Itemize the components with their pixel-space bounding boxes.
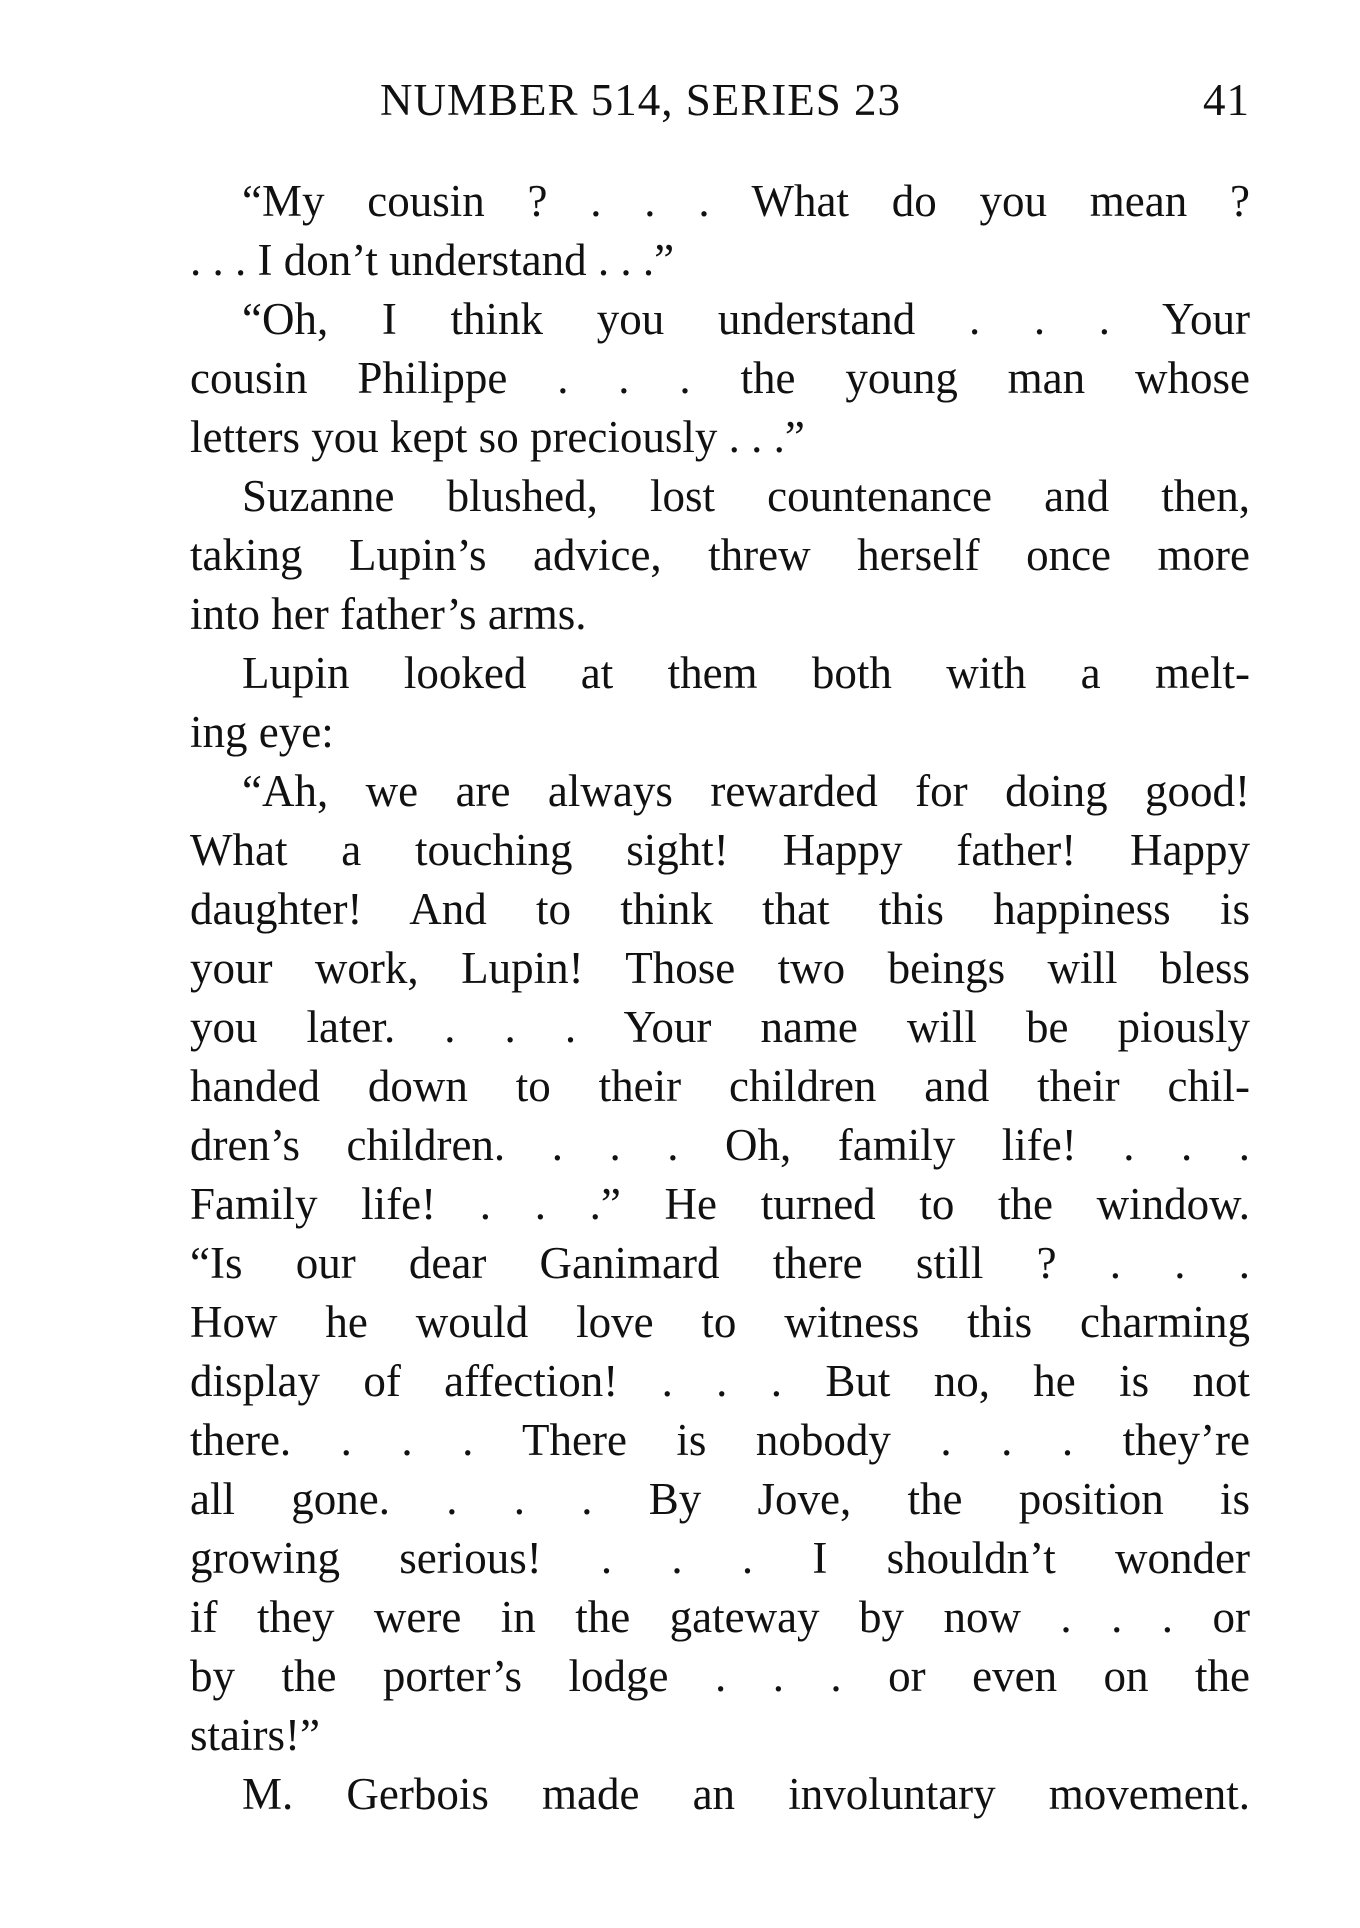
text-line: if they were in the gateway by now . . . or xyxy=(190,1592,1250,1642)
text-line: handed down to their children and their chil- xyxy=(190,1061,1250,1111)
text-line: by the porter’s lodge . . . or even on the xyxy=(190,1651,1250,1701)
text-line: display of affection! . . . But no, he is not xyxy=(190,1356,1250,1406)
text-line: Suzanne blushed, lost countenance and then, xyxy=(242,471,1250,521)
text-line: stairs!” xyxy=(190,1710,320,1760)
text-line: Lupin looked at them both with a melt- xyxy=(242,648,1250,698)
text-line: taking Lupin’s advice, threw herself once more xyxy=(190,530,1250,580)
text-line: How he would love to witness this charming xyxy=(190,1297,1250,1347)
text-line: letters you kept so preciously . . .” xyxy=(190,412,805,462)
text-line: ing eye: xyxy=(190,707,334,757)
page-number: 41 xyxy=(1203,75,1250,125)
text-line: there. . . . There is nobody . . . they’re xyxy=(190,1415,1250,1465)
text-line: all gone. . . . By Jove, the position is xyxy=(190,1474,1250,1524)
text-line: cousin Philippe . . . the young man whose xyxy=(190,353,1250,403)
text-line: What a touching sight! Happy father! Happy xyxy=(190,825,1250,875)
text-line: “Ah, we are always rewarded for doing good! xyxy=(242,766,1250,816)
body-text xyxy=(190,172,1250,1824)
text-line: daughter! And to think that this happiness is xyxy=(190,884,1250,934)
text-line: you later. . . . Your name will be piously xyxy=(190,1002,1250,1052)
text-line: “My cousin ? . . . What do you mean ? xyxy=(242,176,1250,226)
running-head-title: NUMBER 514, SERIES 23 xyxy=(380,75,902,125)
text-line: “Is our dear Ganimard there still ? . . . xyxy=(190,1238,1250,1288)
text-line: into her father’s arms. xyxy=(190,589,587,639)
text-line: . . . I don’t understand . . .” xyxy=(190,235,675,285)
text-line: your work, Lupin! Those two beings will bless xyxy=(190,943,1250,993)
text-line: “Oh, I think you understand . . . Your xyxy=(242,294,1250,344)
text-line: growing serious! . . . I shouldn’t wonder xyxy=(190,1533,1250,1583)
text-line: M. Gerbois made an involuntary movement. xyxy=(242,1769,1250,1819)
text-line: dren’s children. . . . Oh, family life! . . . xyxy=(190,1120,1250,1170)
text-line: Family life! . . .” He turned to the window. xyxy=(190,1179,1250,1229)
running-head xyxy=(190,70,1250,130)
